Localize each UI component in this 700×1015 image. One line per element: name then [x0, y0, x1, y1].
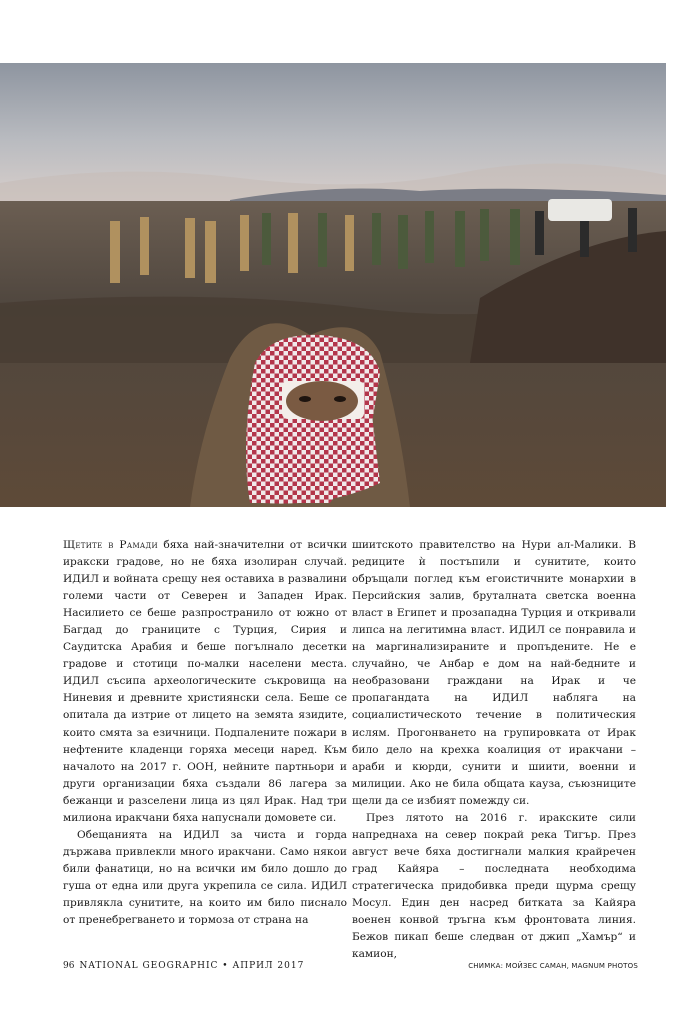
article-column-right — [352, 537, 636, 963]
paragraph: шиитското правителство на Нури ал-Малики. В редиците ѝ постъпили и сунитите, които обръщали поглед към егоистичните монархии в Персийския залив, бруталната светска военна власт в Египет и прозападна Турция и откривали липса на легитимна власт. ИДИЛ се понравила и на маргинализираните и пропъдените. Не е случайно, че Анбар е дом на най-бедните и необразовани граждани на Ирак и че пропагандата на ИДИЛ набляга на социалистическото течение в политическия ислям. Прогонването на групировката от Ирак било дело на крехка коалиция от иракчани – араби и кюрди, сунити и шиити, военни и милиции. Ако не била общата кауза, съюзниците щели да се избият помежду си. — [352, 539, 636, 807]
photo-soldiers-desert-icon — [0, 63, 666, 507]
lead-in: Щетите в Рамади — [63, 539, 158, 551]
paragraph: През лятото на 2016 г. иракските сили напреднаха на север покрай река Тигър. През август вече бяха достигнали малкия крайречен град Кайяра – последната необходима стратегическа придобивка преди щурма срещу Мосул. Един ден насред битката за Кайяра военен конвой тръгна към фронтовата линия. Бежов пикап беше следван от джип „Хамър“ и камион, — [352, 811, 636, 961]
page-footer — [63, 959, 638, 973]
article-photo — [0, 63, 666, 507]
folio — [63, 959, 304, 973]
paragraph — [63, 537, 347, 827]
page-number: 96 — [63, 961, 75, 971]
paragraph-text: бяха най-значителни от всички иракски градове, но не бяха изолиран случай. ИДИЛ и войната срещу нея оставиха в развалини големи части от Северен и Западен Ирак. Насилието се беше разпространило от южно от Багдад до границите с Турция, Сирия и Саудитска Арабия и беше погълнало десетки градове и стотици по-малки населени места. ИДИЛ съсипа археологическите съкровища на Ниневия и древните християнски села. Беше се опитала да изтрие от лицето на земята язидите, които смята за езичници. Подпалените пожари в нефтените кладенци горяха месеци наред. Към началото на 2017 г. ООН, нейните партньори и други организации бяха създали 86 лагера за бежанци и разселени лица из цял Ирак. Над три милиона иракчани бяха напуснали домовете си. — [63, 539, 348, 824]
photo-credit: СНИМКА: МОЙЗЕС САМАН, MAGNUM PHOTOS — [468, 962, 638, 970]
paragraph: Обещанията на ИДИЛ за чиста и горда държава привлекли много иракчани. Само някои били фанатици, но на всички им било дошло до гуша от една или друга укрепила се сила. ИДИЛ привлякла сунитите, на които им било писнало от пренебрегването и тормоза от страна на — [63, 828, 347, 927]
magazine-name: NATIONAL GEOGRAPHIC • АПРИЛ 2017 — [79, 961, 305, 971]
article-column-left — [63, 537, 347, 929]
